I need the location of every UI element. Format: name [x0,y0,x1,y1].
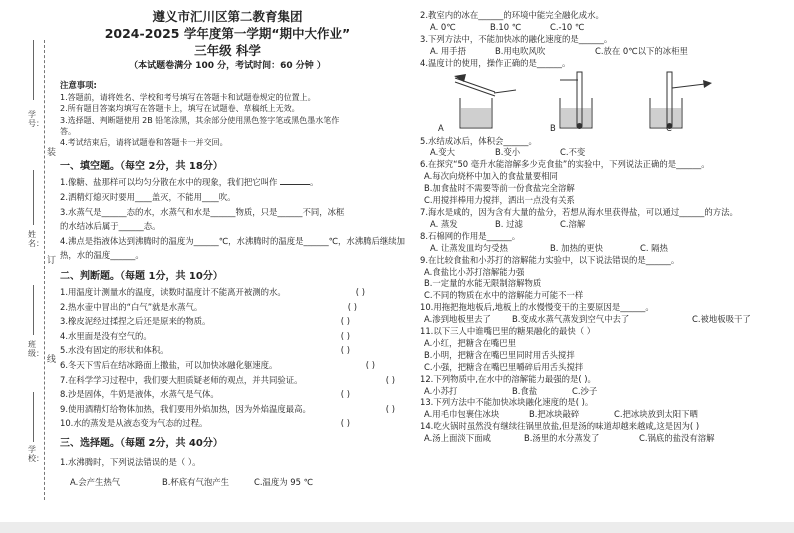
exam-info: （本试题卷满分 100 分，考试时间：60 分钟 ） [129,61,326,71]
fill-line: 1.像糖、盐那样可以均匀分散在水中的现象，我们把它叫作 。 [60,177,319,188]
judge-item: 8.沙是固体，牛奶是液体，水蒸气是气体。 ( ) [60,389,350,400]
notes-title: 注意事项: [60,80,97,90]
judge-item: 2.热水壶中冒出的“白气”就是水蒸气。 ( ) [60,301,357,312]
name-label: 姓名： [28,230,44,248]
note-item: 3.选择题、判断题使用 2B 铅笔涂黑，其余部分使用黑色签字笔或黑色墨水笔作 [60,115,340,125]
note-item: 答。 [60,126,76,136]
viewer-bottom-bar [0,522,794,533]
grade-subject-title: 三年级 科学 [194,43,261,58]
judge-item: 10.水的蒸发是从液态变为气态的过程。 ( ) [60,418,350,429]
choice-option: A.每次向烧杯中加入的食盐量要相同 [424,171,558,182]
choice-question: 6.在探究“50 毫升水能溶解多少克食盐”的实验中，下列说法正确的是______。 [420,159,710,170]
school-title: 遵义市汇川区第二教育集团 [152,9,303,24]
school-label: 学校： [28,445,44,463]
choice-option: A.食盐比小苏打溶解能力强 [424,266,525,277]
class-line [33,285,34,335]
judge-item: 1.用温度计测量水的温度，读数时温度计不能离开被测的水。 ( ) [60,287,365,298]
note-item: 2.所有题目答案均填写在答题卡上，填写在试题卷、草稿纸上无效。 [60,104,300,114]
figure-label-b: B [550,122,556,133]
choice-options: A. 0℃ B.10 ℃ C.-10 ℃ [430,21,585,32]
judge-item: 6.冬天下雪后在结冰路面上撒盐，可以加快冰融化躯速度。 ( ) [60,360,375,371]
choice-option: B.小明，把糖含在嘴巴里同时用舌头搅拌 [424,349,575,360]
binding-char-ding: 订 [47,256,57,266]
choice-options: A.小苏打 B.食盐 C.沙子 [424,385,598,396]
school-line [33,392,34,442]
choice-question: 1.水沸腾时，下列说法错误的是（ ）。 [60,456,201,467]
binding-dashed-line [44,40,45,500]
note-item: 1.答题前，请将姓名、学校和考号填写在答题卡和试题卷规定的位置上。 [60,93,316,102]
section-choice-title: 三、选择题。（每题 2分，共 40分） [60,437,223,449]
student-id-label: 学号： [28,110,44,128]
note-item: 4.考试结束后，请将试题卷和答题卡一并交回。 [60,138,228,148]
fill-line: 4.沸点是指液体达到沸腾时的温度为______℃，水沸腾时的温度是______℃，水沸腾后继续加 [60,235,406,246]
binding-char-zhuang: 装 [47,148,57,158]
binding-margin [0,0,56,522]
fill-line: 的水结冰后属于______态。 [60,221,161,232]
left-column [60,8,406,518]
choice-options: A. 蒸发 B. 过滤 C.溶解 [430,218,586,229]
choice-question: 4.温度计的使用，操作正确的是______。 [420,57,571,68]
choice-options: A.变大 B.变小 C.不变 [430,147,586,158]
thermometer-option-b [560,72,592,129]
fill-line: 2.洒精灯熄灭时要用____盖灭，不能用____吹。 [60,192,236,203]
student-id-line [33,40,34,100]
choice-question: 8.石棉网的作用是______。 [420,230,521,241]
choice-question: 5.水结成冰后，体积会______。 [420,135,537,146]
term-title: 2024-2025 学年度第一学期“期中大作业” [104,26,351,41]
fill-line: 3.水蒸气是______态的水，水蒸气和水是______物质，只是______不同，冰框 [60,206,345,217]
choice-options: A. 用手捂 B.用电吹风吹 C.放在 0℃以下的冰柜里 [430,45,688,56]
choice-options: A.用毛巾包裹住冰块 B.把冰块敲碎 C.把冰块放到太阳下晒 [424,409,698,420]
choice-option: C.用搅拌棒用力搅拌，洒出一点没有关系 [424,195,575,206]
choice-options: A. 让蒸发皿均匀受热 B. 加热的更快 C. 隔热 [430,242,668,253]
thermometer-diagram [420,70,720,136]
name-line [33,170,34,225]
judge-item: 7.在科学学习过程中，我们要大胆质疑老师的观点，并共同验证。 ( ) [60,374,395,385]
choice-options: A.渗到地板里去了 B.变成水蒸气蒸发到空气中去了 C.被地板吸干了 [424,314,751,325]
section-fill-title: 一、填空题。（每空 2分，共 18分） [60,161,223,173]
judge-item: 3.橡皮泥经过揉捏之后还是原来的物质。 ( ) [60,316,350,327]
section-judge-title: 二、判断题。（每题 1分，共 10分） [60,271,223,283]
judge-item: 9.使用酒精灯给物体加热，我们要用外焰加热，因为外焰温度最高。 ( ) [60,403,395,414]
choice-option: B.一定量的水能无限制溶解物质 [424,278,542,289]
figure-label-a: A [438,122,444,133]
right-column [420,10,790,520]
choice-option: C.小强，把糖含在嘴巴里嚼碎后用舌头搅拌 [424,361,584,372]
choice-question: 14.吃火锅时虽然没有继续往锅里放盐,但是汤的味道却越来越咸,这是因为( ) [420,421,700,432]
choice-options: A.汤上面淡下面咸 B.汤里的水分蒸发了 C.锅底的盐没有溶解 [424,433,715,444]
choice-question: 9.在比较食盐和小苏打的溶解能力实验中，以下说法错误的是______。 [420,254,680,265]
choice-options: A.会产生热气 B.杯底有气泡产生 C.温度为 95 ℃ [70,476,314,487]
choice-option: C.不同的物质在水中的溶解能力可能不一样 [424,290,584,301]
choice-question: 12.下列物质中,在水中的溶解能力最强的是( )。 [420,373,596,384]
choice-question: 10.用拖把拖地板后,地板上的水慢慢变干的主要原因是______。 [420,302,654,313]
binding-char-xian: 线 [47,355,57,365]
thermometer-option-a [454,74,516,128]
choice-question: 11.以下三人中谁嘴巴里的糖果融化的最快（ ） [420,326,596,337]
judge-item: 5.水没有固定的形状和体积。 ( ) [60,345,350,356]
choice-question: 13.下列方法中不能加快冰块融化速度的是( )。 [420,397,594,408]
class-label: 班级： [28,340,44,358]
fill-line: 热，水的温度______。 [60,250,144,261]
figure-label-c: C [666,122,672,133]
thermometer-figure [420,70,790,136]
choice-question: 2.教室内的冰在______的环境中能完全融化成水。 [420,10,604,20]
choice-option: A.小红，把糖含在嘴巴里 [424,337,516,348]
choice-option: B.加食盐时不需要等前一份食盐完全溶解 [424,183,575,194]
choice-question: 3.下列方法中，不能加快冰的融化速度的是______。 [420,33,613,44]
thermometer-option-c [650,72,712,129]
judge-item: 4.水里面是没有空气的。 ( ) [60,330,350,341]
choice-question: 7.海水是咸的，因为含有大量的盐分，若想从海水里获得盐，可以通过______的方法。 [420,206,738,217]
